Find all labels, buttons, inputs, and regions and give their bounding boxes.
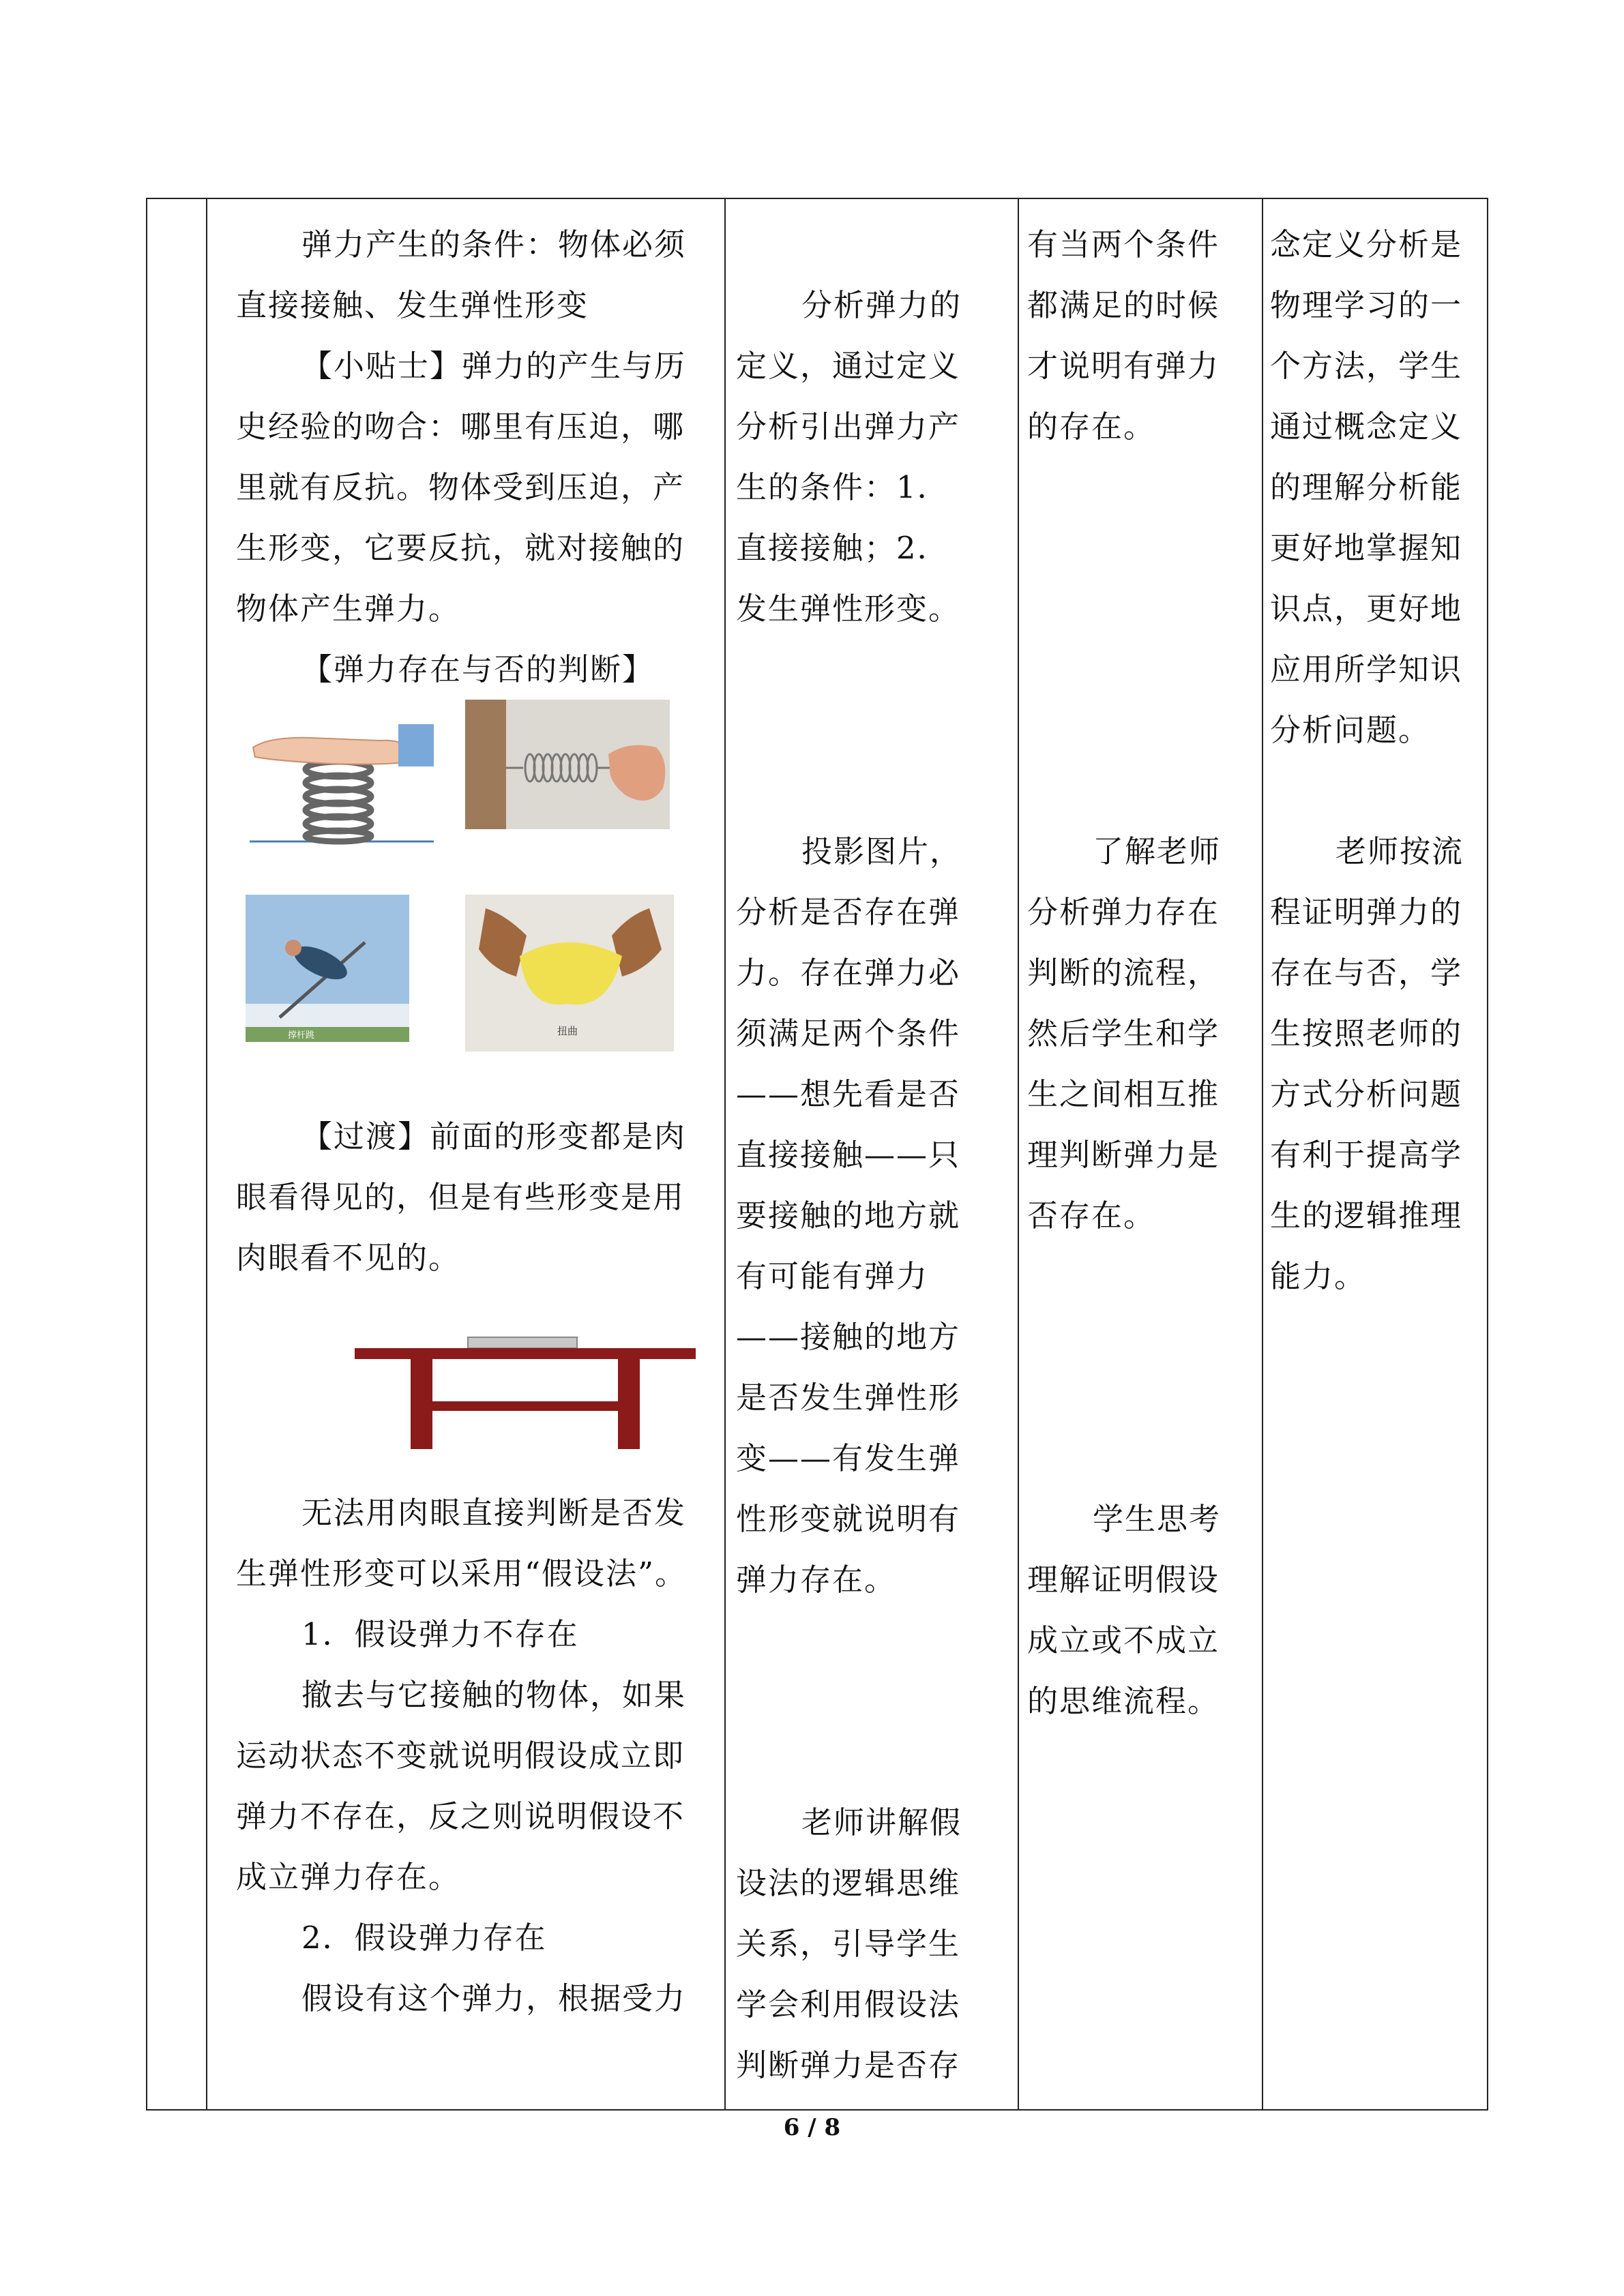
student-column	[1019, 199, 1244, 1731]
assumption-2-text: 假设有这个弹力，根据受力	[301, 1980, 687, 2016]
figure-row-2	[236, 888, 699, 1106]
intent-column	[1263, 199, 1475, 1307]
table-divider	[206, 199, 207, 2109]
student-text-3: 学生思考理解证明假设成立或不成立的思维流程。	[1027, 1501, 1222, 1719]
teacher-text-1: 分析弹力的定义，通过定义分析引出弹力产生的条件：1．直接接触；2．发生弹性形变。	[736, 287, 962, 627]
judge-heading: 【弹力存在与否的判断】	[301, 651, 655, 687]
teacher-column	[725, 199, 988, 2096]
table-figure-row	[236, 1288, 699, 1482]
assumption-1-text: 撤去与它接触的物体，如果运动状态不变就说明假设成立即弹力不存在，反之则说明假设不成立弹力存在。	[236, 1677, 687, 1895]
intent-text-2: 老师按流程证明弹力的存在与否，学生按照老师的方式分析问题有利于提高学生的逻辑推理能力。	[1270, 833, 1464, 1294]
assumption-1-heading: 1．假设弹力不存在	[301, 1616, 579, 1652]
figure-row-1	[236, 700, 699, 888]
spring-stretch-image	[465, 700, 670, 829]
condition-text: 弹力产生的条件：物体必须直接接触、发生弹性形变	[236, 226, 687, 323]
intent-text-1: 念定义分析是物理学习的一个方法，学生通过概念定义的理解分析能更好地掌握知识点，更好地应用所学知识分析问题。	[1270, 226, 1463, 748]
transition-text: 【过渡】前面的形变都是肉眼看得见的，但是有些形变是用肉眼看不见的。	[236, 1118, 687, 1276]
teacher-text-2: 投影图片，分析是否存在弹力。存在弹力必须满足两个条件——想先看是否直接接触——只要接触的地方就有可能有弹力——接触的地方是否发生弹性形变——有发生弹性形变就说明有弹力存在。	[736, 833, 962, 1598]
teacher-text-3: 老师讲解假设法的逻辑思维关系，引导学生学会利用假设法判断弹力是否存	[736, 1804, 962, 2083]
assumption-intro-text: 无法用肉眼直接判断是否发生弹性形变可以采用“假设法”。	[236, 1495, 688, 1592]
twist-sponge-image	[465, 895, 674, 1052]
page-number: 6 / 8	[783, 2114, 841, 2141]
hand-on-spring-image	[250, 706, 434, 850]
student-text-1: 有当两个条件都满足的时候才说明有弹力的存在。	[1027, 226, 1220, 445]
assumption-2-heading: 2．假设弹力存在	[301, 1920, 547, 1956]
tip-text: 【小贴士】弹力的产生与历史经验的吻合：哪里有压迫，哪里就有反抗。物体受到压迫，产生形变，它要反抗，就对接触的物体产生弹力。	[236, 348, 687, 627]
book-on-table-image	[355, 1336, 696, 1452]
student-text-2: 了解老师分析弹力存在判断的流程，然后学生和学生之间相互推理判断弹力是否存在。	[1027, 833, 1222, 1234]
twist-caption: 扭曲	[557, 1025, 578, 1037]
pole-vault-image	[246, 895, 409, 1042]
pole-vault-caption: 撑杆跳	[288, 1030, 315, 1041]
content-column	[224, 199, 711, 2029]
lesson-table	[146, 198, 1488, 2111]
